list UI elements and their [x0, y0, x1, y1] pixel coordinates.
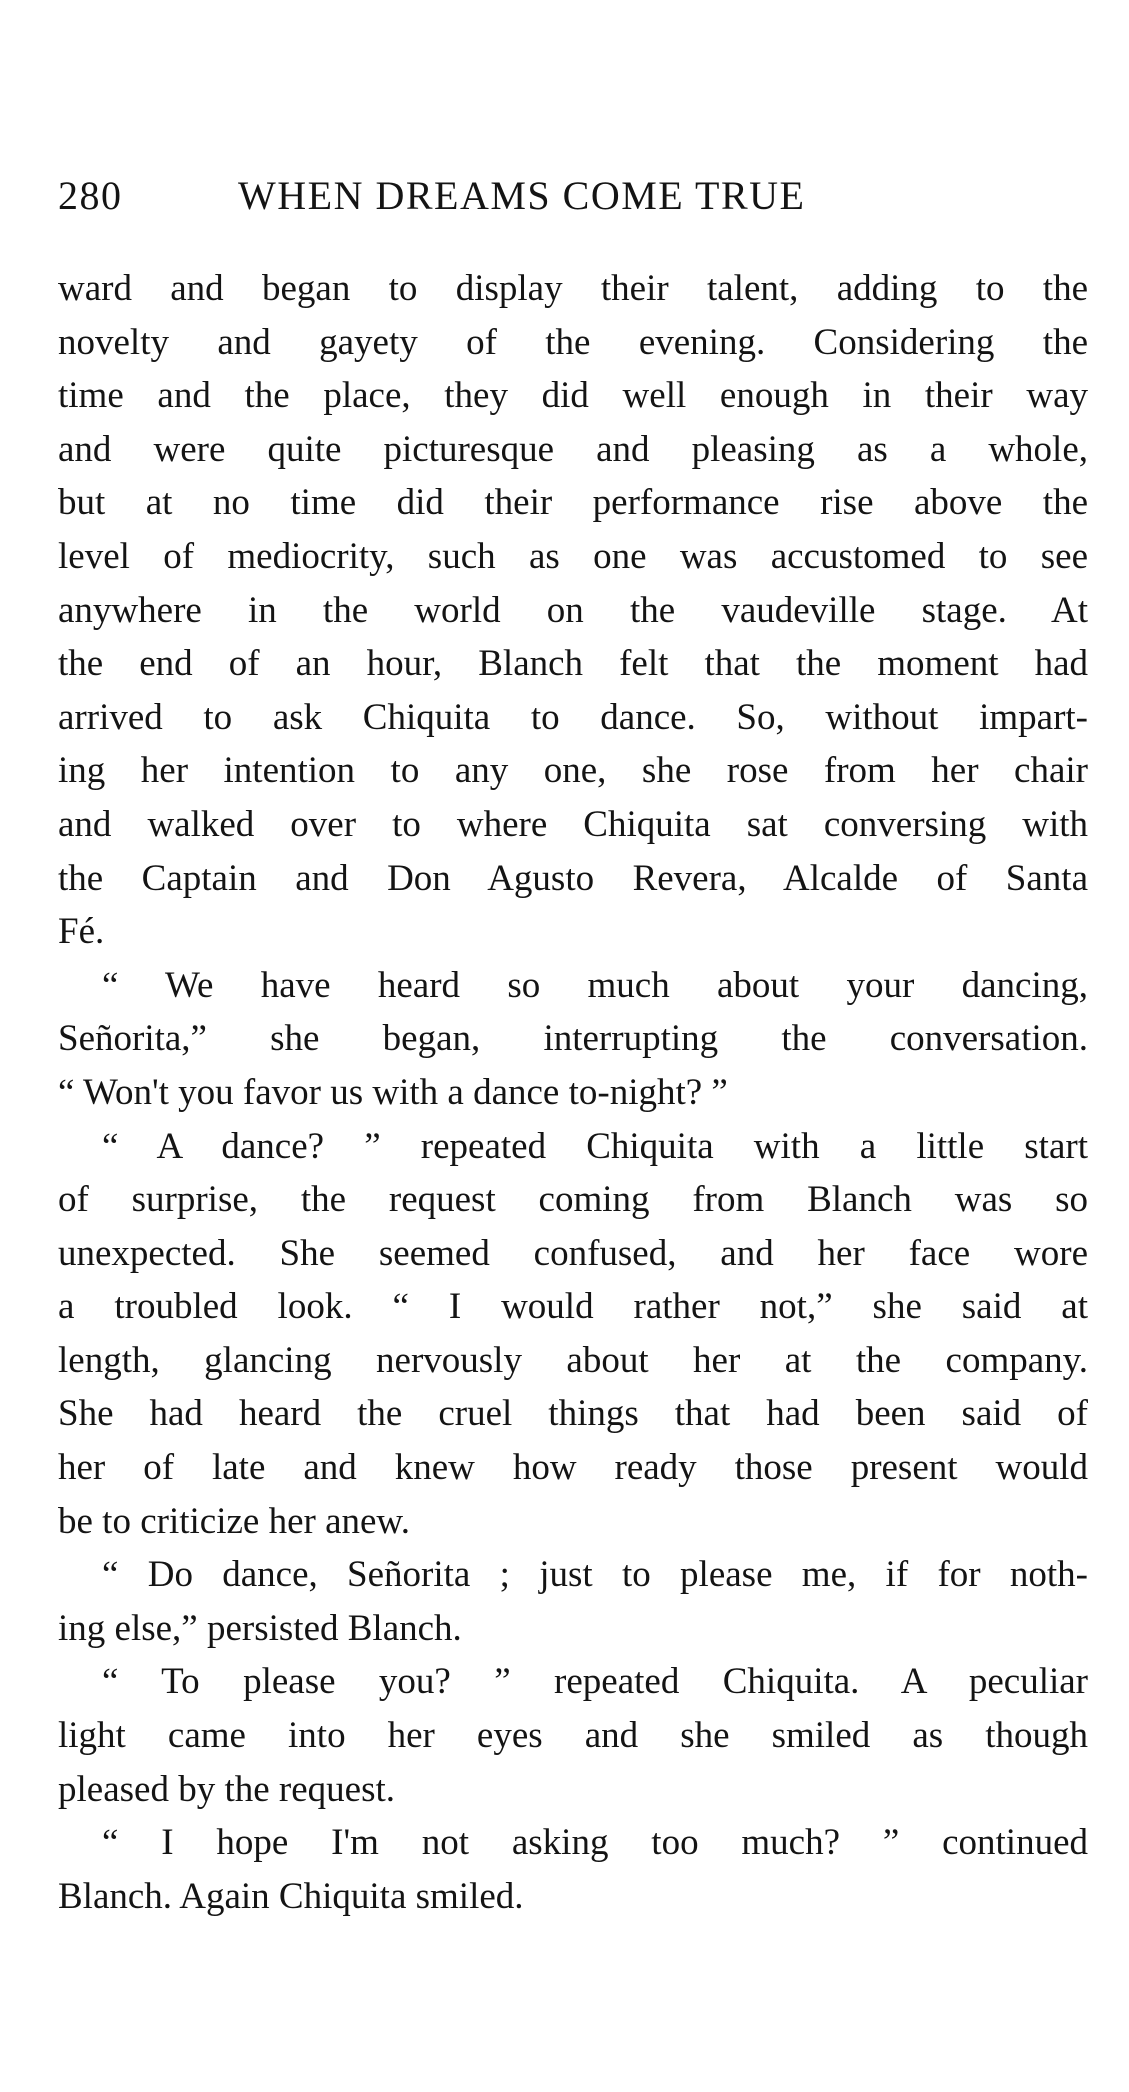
- text-line: but at no time did their performance rise above the: [58, 482, 1088, 524]
- text-line: a troubled look. “ I would rather not,” she said at: [58, 1286, 1088, 1328]
- text-line: be to criticize her anew.: [58, 1500, 410, 1542]
- text-line: anywhere in the world on the vaudeville stage. At: [58, 589, 1088, 631]
- text-line: pleased by the request.: [58, 1768, 395, 1810]
- text-line: Señorita,” she began, interrupting the conversation.: [58, 1018, 1088, 1060]
- text-line: the end of an hour, Blanch felt that the moment had: [58, 643, 1088, 685]
- text-line: and walked over to where Chiquita sat conversing with: [58, 803, 1088, 845]
- text-line: ing else,” persisted Blanch.: [58, 1607, 462, 1649]
- text-line: “ I hope I'm not asking too much? ” continued: [102, 1822, 1088, 1864]
- page-header: [58, 172, 1078, 222]
- text-line: novelty and gayety of the evening. Considering the: [58, 321, 1088, 363]
- page-number: 280: [58, 173, 123, 218]
- text-line: arrived to ask Chiquita to dance. So, without impart-: [58, 696, 1088, 738]
- text-line: time and the place, they did well enough in their way: [58, 375, 1088, 417]
- text-line: of surprise, the request coming from Blanch was so: [58, 1179, 1088, 1221]
- text-line: Fé.: [58, 911, 105, 953]
- text-line: her of late and knew how ready those present would: [58, 1447, 1088, 1489]
- text-line: and were quite picturesque and pleasing as a whole,: [58, 428, 1088, 470]
- text-line: “ To please you? ” repeated Chiquita. A peculiar: [102, 1661, 1088, 1703]
- body-text: [58, 262, 1088, 1923]
- text-line: “ A dance? ” repeated Chiquita with a little start: [102, 1125, 1088, 1167]
- text-line: the Captain and Don Agusto Revera, Alcalde of Santa: [58, 857, 1088, 899]
- text-line: light came into her eyes and she smiled as though: [58, 1715, 1088, 1757]
- text-line: ing her intention to any one, she rose from her chair: [58, 750, 1088, 792]
- running-title: WHEN DREAMS COME TRUE: [238, 173, 806, 218]
- text-line: She had heard the cruel things that had been said of: [58, 1393, 1088, 1435]
- text-line: level of mediocrity, such as one was accustomed to see: [58, 535, 1088, 577]
- text-line: unexpected. She seemed confused, and her face wore: [58, 1232, 1088, 1274]
- text-line: “ Won't you favor us with a dance to-night? ”: [58, 1071, 728, 1113]
- text-line: “ Do dance, Señorita ; just to please me, if for noth-: [102, 1554, 1088, 1596]
- text-line: Blanch. Again Chiquita smiled.: [58, 1875, 524, 1917]
- text-line: length, glancing nervously about her at the company.: [58, 1339, 1088, 1381]
- text-line: ward and began to display their talent, adding to the: [58, 268, 1088, 309]
- text-line: “ We have heard so much about your dancing,: [102, 964, 1088, 1006]
